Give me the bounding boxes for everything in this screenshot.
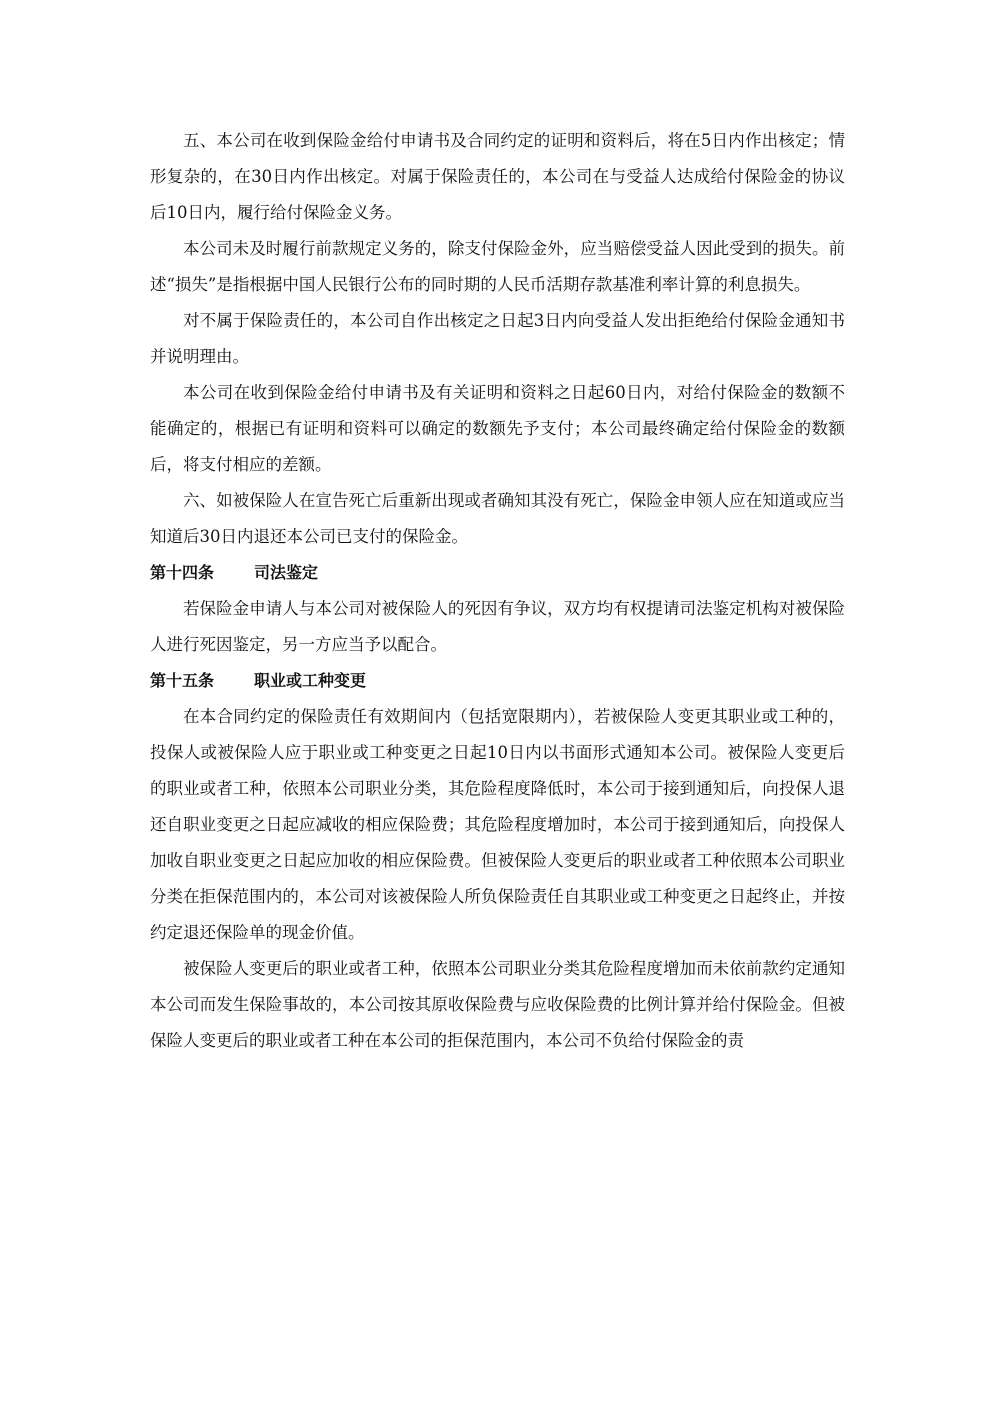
- article-title: 司法鉴定: [254, 563, 319, 582]
- clause-paragraph: 本公司在收到保险金给付申请书及有关证明和资料之日起60日内，对给付保险金的数额不能确定的，根据已有证明和资料可以确定的数额先予支付；本公司最终确定给付保险金的数额后，将支付相应的差额。: [150, 383, 845, 474]
- clause-paragraph: 本公司未及时履行前款规定义务的，除支付保险金外，应当赔偿受益人因此受到的损失。前述“损失”是指根据中国人民银行公布的同时期的人民币活期存款基准利率计算的利息损失。: [150, 239, 845, 294]
- article-title: 职业或工种变更: [254, 671, 367, 690]
- article-heading-15: [150, 663, 845, 699]
- clause-paragraph: 对不属于保险责任的，本公司自作出核定之日起3日内向受益人发出拒绝给付保险金通知书并说明理由。: [150, 311, 845, 366]
- clause-paragraph: 若保险金申请人与本公司对被保险人的死因有争议，双方均有权提请司法鉴定机构对被保险人进行死因鉴定，另一方应当予以配合。: [150, 599, 845, 654]
- clause-paragraph: 在本合同约定的保险责任有效期间内（包括宽限期内），若被保险人变更其职业或工种的，投保人或被保险人应于职业或工种变更之日起10日内以书面形式通知本公司。被保险人变更后的职业或者工种，依照本公司职业分类，其危险程度降低时，本公司于接到通知后，向投保人退还自职业变更之日起应减收的相应保险费；其危险程度增加时，本公司于接到通知后，向投保人加收自职业变更之日起应加收的相应保险费。但被保险人变更后的职业或者工种依照本公司职业分类在拒保范围内的，本公司对该被保险人所负保险责任自其职业或工种变更之日起终止，并按约定退还保险单的现金价值。: [150, 707, 845, 942]
- article-heading-14: [150, 555, 845, 591]
- clause-paragraph: 被保险人变更后的职业或者工种，依照本公司职业分类其危险程度增加而未依前款约定通知本公司而发生保险事故的，本公司按其原收保险费与应收保险费的比例计算并给付保险金。但被保险人变更后的职业或者工种在本公司的拒保范围内，本公司不负给付保险金的责: [150, 959, 845, 1050]
- clause-paragraph: 五、本公司在收到保险金给付申请书及合同约定的证明和资料后，将在5日内作出核定；情形复杂的，在30日内作出核定。对属于保险责任的，本公司在与受益人达成给付保险金的协议后10日内，履行给付保险金义务。: [150, 131, 845, 222]
- article-number: 第十四条: [150, 563, 215, 582]
- clause-paragraph: 六、如被保险人在宣告死亡后重新出现或者确知其没有死亡，保险金申领人应在知道或应当知道后30日内退还本公司已支付的保险金。: [150, 491, 845, 546]
- article-number: 第十五条: [150, 671, 215, 690]
- document-body: [150, 123, 845, 1059]
